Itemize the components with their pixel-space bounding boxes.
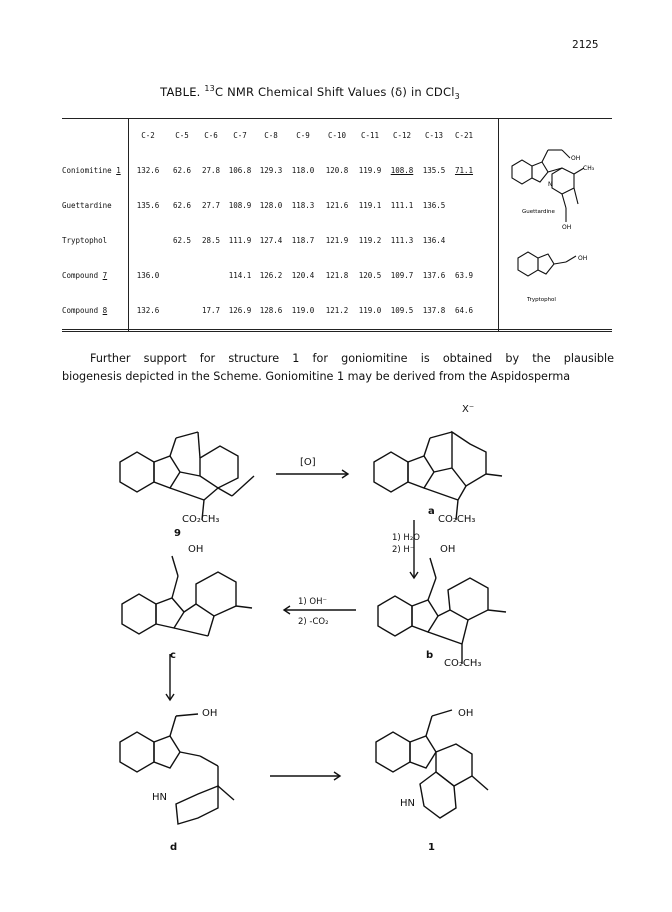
cell: 109.7	[390, 271, 414, 280]
hydroxyl-label: OH	[202, 708, 218, 719]
col-header: C-5	[175, 131, 189, 140]
cell: 137.6	[422, 271, 446, 280]
page-number: 2125	[572, 38, 599, 51]
col-header: C-21	[454, 131, 474, 140]
cell: 128.0	[259, 201, 283, 210]
ester-label: CO₂CH₃	[438, 514, 476, 525]
cell: 128.6	[259, 306, 283, 315]
cell: 132.6	[136, 166, 160, 175]
cell: 129.3	[259, 166, 283, 175]
cell: 119.0	[291, 306, 315, 315]
cell: 71.1	[454, 166, 474, 175]
reagent-hydrolysis-1: 1) H₂O	[392, 533, 420, 543]
guettardine-oh2: OH	[562, 224, 572, 231]
reagent-decarb-1: 1) OH⁻	[298, 597, 327, 607]
col-header: C-9	[296, 131, 310, 140]
guettardine-n: N	[548, 181, 553, 188]
cell: 108.9	[228, 201, 252, 210]
guettardine-ch3: CH₃	[583, 165, 595, 172]
guettardine-oh: OH	[571, 155, 581, 162]
cell: 126.9	[228, 306, 252, 315]
col-header: C-10	[327, 131, 347, 140]
reagent-oxidation: [O]	[300, 457, 316, 468]
cell: 111.3	[390, 236, 414, 245]
reagent-hydrolysis-2: 2) H⁻	[392, 545, 415, 555]
cell: 136.0	[136, 271, 160, 280]
col-header: C-12	[392, 131, 412, 140]
table-title-isotope: 13	[204, 84, 215, 93]
table-title-main: C NMR Chemical Shift Values (δ) in CDCl	[214, 84, 455, 99]
row-label: Compound 8	[62, 293, 129, 328]
cell: 136.5	[422, 201, 446, 210]
cell: 111.1	[390, 201, 414, 210]
cell: 120.4	[291, 271, 315, 280]
cell: 126.2	[259, 271, 283, 280]
cell: 62.6	[172, 166, 192, 175]
col-header: C-11	[360, 131, 380, 140]
cell: 119.2	[358, 236, 382, 245]
cell: 136.4	[422, 236, 446, 245]
tryptophol-label: Tryptophol	[527, 297, 556, 303]
cell: 121.6	[325, 201, 349, 210]
cell: 118.3	[291, 201, 315, 210]
paragraph-line-2: biogenesis depicted in the Scheme. Goniomitine 1 may be derived from the Aspidosperma	[62, 370, 571, 383]
cell: 120.8	[325, 166, 349, 175]
compound-9-structure	[120, 432, 254, 520]
cell: 27.8	[201, 166, 221, 175]
cell: 109.5	[390, 306, 414, 315]
compound-1-structure	[376, 710, 488, 818]
cell: 119.0	[358, 306, 382, 315]
table-title-prefix: TABLE.	[160, 84, 205, 99]
row-label: Guettardine	[62, 188, 129, 223]
hydroxyl-label: OH	[458, 708, 474, 719]
cell: 63.9	[454, 271, 474, 280]
cell: 120.5	[358, 271, 382, 280]
ester-label: CO₂CH₃	[444, 658, 482, 669]
cell: 135.6	[136, 201, 160, 210]
ester-label: CO₂CH₃	[182, 514, 220, 525]
cell: 137.8	[422, 306, 446, 315]
guettardine-label: Guettardine	[522, 209, 555, 215]
cell: 135.5	[422, 166, 446, 175]
cell: 108.8	[390, 166, 414, 175]
col-header: C-7	[233, 131, 247, 140]
cell: 127.4	[259, 236, 283, 245]
cell: 27.7	[201, 201, 221, 210]
col-header: C-8	[264, 131, 278, 140]
cell: 119.9	[358, 166, 382, 175]
counterion-label: X⁻	[462, 404, 475, 415]
cell: 114.1	[228, 271, 252, 280]
col-header: C-2	[141, 131, 155, 140]
nh-label: HN	[400, 798, 415, 809]
compound-b-label: b	[426, 650, 434, 661]
cell: 62.5	[172, 236, 192, 245]
paragraph-line-1: Further support for structure 1 for goniomitine is obtained by the plausible	[90, 352, 614, 365]
compound-c-label: c	[170, 650, 176, 661]
compound-a-label: a	[428, 506, 435, 517]
cell: 17.7	[201, 306, 221, 315]
col-header: C-13	[424, 131, 444, 140]
compound-b-structure	[378, 558, 506, 664]
row-label: Compound 7	[62, 258, 129, 293]
col-header: C-6	[204, 131, 218, 140]
compound-1-label: 1	[428, 842, 435, 853]
cell: 118.0	[291, 166, 315, 175]
cell: 119.1	[358, 201, 382, 210]
hydroxyl-label: OH	[188, 544, 204, 555]
table-title-subscript: 3	[454, 92, 460, 102]
cell: 62.6	[172, 201, 192, 210]
nh-label: HN	[152, 792, 167, 803]
cell: 28.5	[201, 236, 221, 245]
tryptophol-oh: OH	[578, 255, 588, 262]
reagent-decarb-2: 2) -CO₂	[298, 617, 329, 627]
cell: 106.8	[228, 166, 252, 175]
cell: 121.8	[325, 271, 349, 280]
compound-a-structure	[374, 432, 502, 520]
cell: 132.6	[136, 306, 160, 315]
cell: 121.9	[325, 236, 349, 245]
compound-d-structure	[120, 714, 234, 824]
row-label: Tryptophol	[62, 223, 129, 258]
row-label: Coniomitine 1	[62, 153, 129, 188]
compound-9-label: 9	[174, 528, 181, 539]
cell: 64.6	[454, 306, 474, 315]
compound-d-label: d	[170, 842, 178, 853]
compound-c-structure	[122, 556, 252, 636]
cell: 111.9	[228, 236, 252, 245]
cell: 118.7	[291, 236, 315, 245]
cell: 121.2	[325, 306, 349, 315]
hydroxyl-label: OH	[440, 544, 456, 555]
